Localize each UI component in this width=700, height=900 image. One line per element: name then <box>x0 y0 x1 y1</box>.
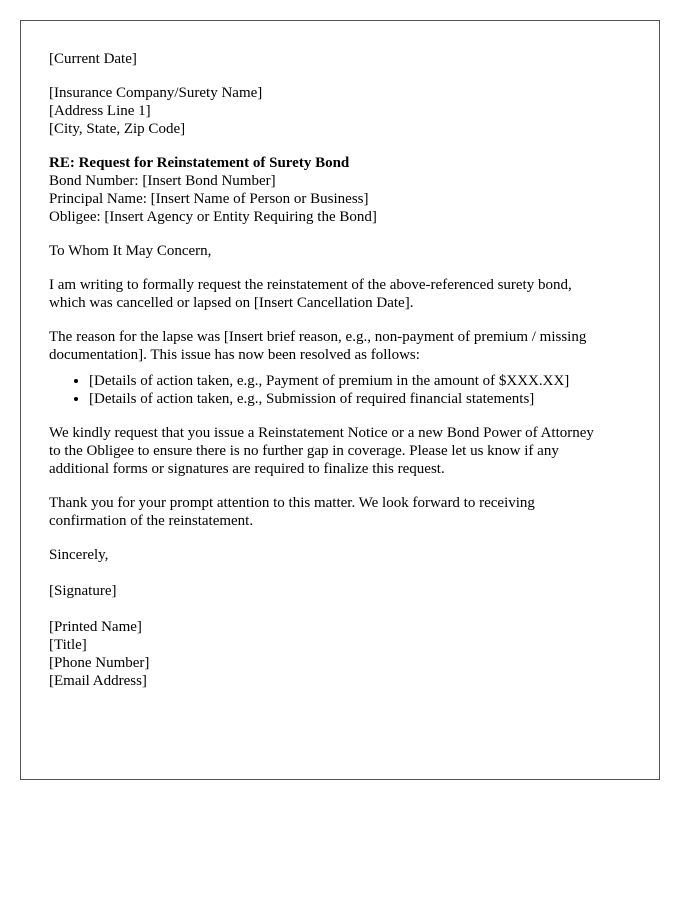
bond-number-line: Bond Number: [Insert Bond Number] <box>49 173 276 189</box>
sender-details <box>49 618 649 690</box>
recipient-name: [Insurance Company/Surety Name] <box>49 85 263 101</box>
letter-date: [Current Date] <box>49 51 137 67</box>
recipient-address <box>49 84 649 138</box>
paragraph-request-line-1: I am writing to formally request the reinstatement of the above-referenced surety bond, <box>49 277 572 293</box>
paragraph-notice-line-2: to the Obligee to ensure there is no further gap in coverage. Please let us know if any <box>49 443 559 459</box>
date-block <box>49 50 649 68</box>
paragraph-reason <box>49 328 649 364</box>
salutation <box>49 242 649 260</box>
sender-email: [Email Address] <box>49 673 147 689</box>
paragraph-request <box>49 276 649 312</box>
subject-line: RE: Request for Reinstatement of Surety Bond <box>49 155 350 171</box>
paragraph-thanks <box>49 494 649 530</box>
paragraph-request-line-2: which was cancelled or lapsed on [Insert Cancellation Date]. <box>49 295 414 311</box>
paragraph-thanks-line-1: Thank you for your prompt attention to this matter. We look forward to receiving <box>49 495 535 511</box>
letter-page <box>20 20 660 780</box>
paragraph-reason-line-1: The reason for the lapse was [Insert brief reason, e.g., non-payment of premium / missing <box>49 329 587 345</box>
signature-placeholder: [Signature] <box>49 583 117 599</box>
signature-block <box>49 582 649 600</box>
sender-printed-name: [Printed Name] <box>49 619 142 635</box>
closing-text: Sincerely, <box>49 547 109 563</box>
principal-name-line: Principal Name: [Insert Name of Person or Business] <box>49 191 369 207</box>
obligee-line: Obligee: [Insert Agency or Entity Requiring the Bond] <box>49 209 377 225</box>
letter-content <box>49 50 649 706</box>
list-item: • [Details of action taken, e.g., Submission of required financial statements] <box>89 390 649 408</box>
paragraph-notice-line-1: We kindly request that you issue a Reinstatement Notice or a new Bond Power of Attorney <box>49 425 594 441</box>
salutation-text: To Whom It May Concern, <box>49 243 212 259</box>
sender-title: [Title] <box>49 637 87 653</box>
paragraph-notice <box>49 424 649 478</box>
recipient-city-state-zip: [City, State, Zip Code] <box>49 121 186 137</box>
closing <box>49 546 649 564</box>
reference-block <box>49 154 649 226</box>
sender-phone: [Phone Number] <box>49 655 150 671</box>
paragraph-thanks-line-2: confirmation of the reinstatement. <box>49 513 254 529</box>
list-item: • [Details of action taken, e.g., Payment of premium in the amount of $XXX.XX] <box>89 372 649 390</box>
paragraph-reason-line-2: documentation]. This issue has now been resolved as follows: <box>49 347 420 363</box>
details-list <box>49 372 649 408</box>
paragraph-notice-line-3: additional forms or signatures are required to finalize this request. <box>49 461 445 477</box>
recipient-address-line-1: [Address Line 1] <box>49 103 151 119</box>
